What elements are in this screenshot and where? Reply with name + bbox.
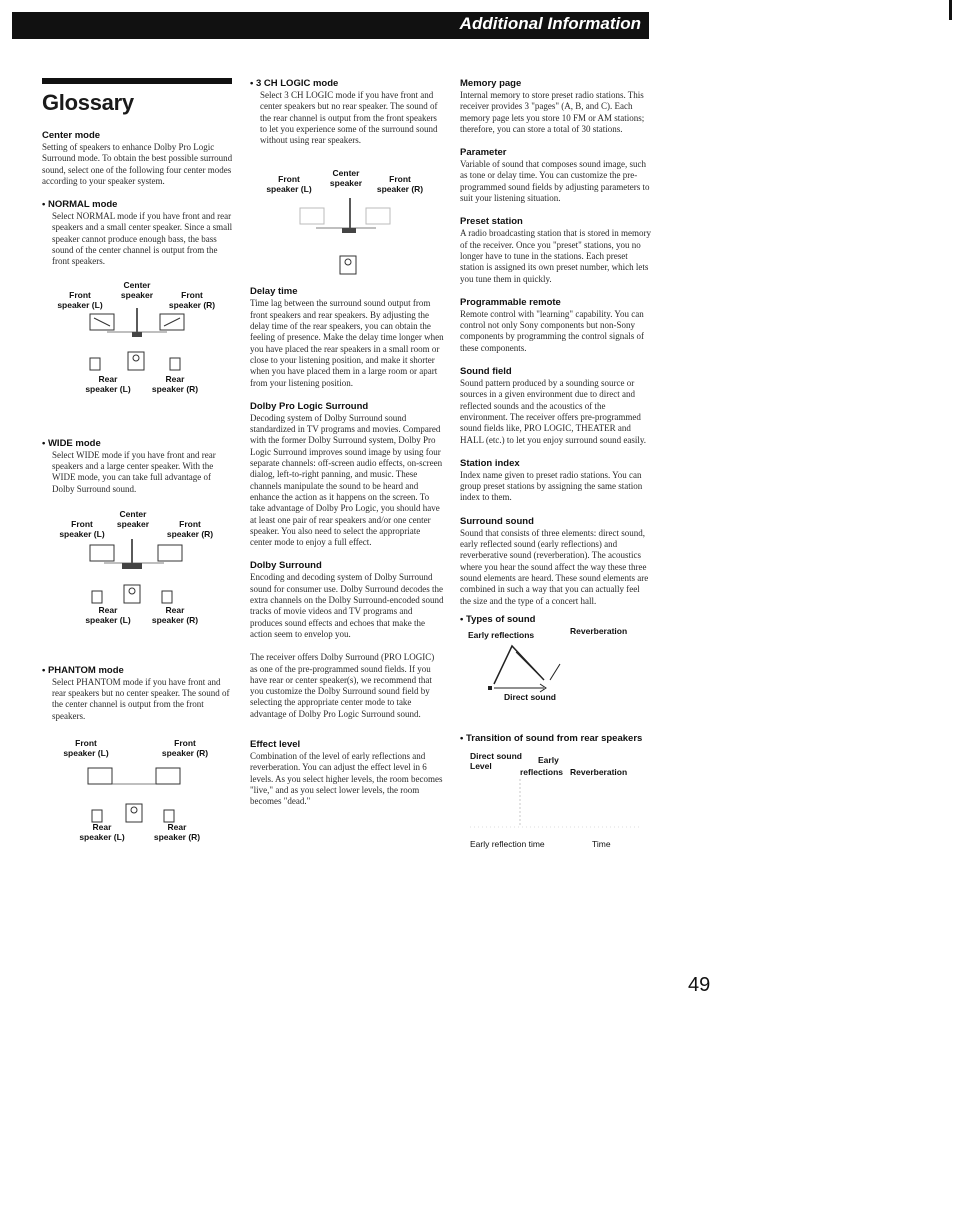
def-preset-station: A radio broadcasting station that is stored in memory of the receiver. Once you "preset" stations, you no longer have to tune in the stations. Each preset station is assigned its own preset number, which lets you tune them in quickly. [460, 228, 651, 284]
term-transition: • Transition of sound from rear speakers [460, 733, 652, 744]
title-rule [42, 78, 232, 84]
phantom-mode-diagram [42, 722, 234, 872]
label-early-reflections: Early reflections [468, 629, 535, 640]
speaker-layout-icon [42, 539, 232, 649]
label-level: Level [470, 760, 492, 771]
def-phantom-mode: Select PHANTOM mode if you have front and rear speakers but no center speaker. The sound of the center channel is output from the front speakers. [52, 676, 230, 721]
label-center-speaker: speaker [116, 518, 150, 529]
types-of-sound-diagram [460, 626, 652, 721]
def-programmable-remote: Remote control with "learning" capability. You can control not only Sony components but non-Sony components by programming the control signals of these components. [460, 308, 644, 353]
section-banner [12, 12, 649, 39]
page-number: 49 [688, 974, 711, 996]
def-dolby-pro-logic: Decoding system of Dolby Surround sound standardized in TV programs and movies. Compared with the former Dolby Surround system, Dolby Pro Logic Surround improves sound image by using four separate channels: off-screen audio effects, on-screen dialog, left-to-right panning, and music. These channels manipulate the sound to be heard and enhance the action as it happens on the screen. To take advantage of Dolby Pro Logic, you should have at least one pair of rear speakers and/or one center speaker. You also need to select the appropriate center mode to enjoy a full effect. [250, 412, 443, 548]
def-effect-level: Combination of the level of early reflections and reverberation. You can adjust the effect level in 6 levels. As you select higher levels, the room becomes "live," and as you select lower levels, the room becomes "dead." [250, 750, 443, 807]
label-front-r: Front [181, 289, 203, 300]
label-front-r-2: speaker (R) [166, 528, 214, 539]
speaker-layout-icon [250, 198, 440, 288]
term-memory-page: Memory page [460, 78, 522, 89]
def-parameter: Variable of sound that composes sound image, such as tone or delay time. You can customize the pre-programmed sound fields by adjusting parameters to suit your listening situation. [460, 159, 650, 204]
label-early-reflection-time: Early reflection time [470, 838, 545, 849]
term-dolby-pro-logic: Dolby Pro Logic Surround [250, 400, 369, 412]
column-1 [42, 78, 234, 872]
term-delay-time: Delay time [250, 286, 298, 298]
transition-diagram [460, 745, 652, 855]
label-front-r: Front [389, 174, 411, 185]
label-front-l: Front [278, 174, 300, 185]
def-wide-mode: Select WIDE mode if you have front and rear speakers and a large center speaker. With the WIDE mode, you can take full advantage of Dolby Surround sound. [52, 449, 216, 494]
label-early-2: reflections [520, 766, 563, 777]
label-rear-r: Rear [165, 604, 185, 615]
label-rear-r-2: speaker (R) [153, 832, 201, 843]
section-title: Additional Information [459, 14, 641, 33]
term-station-index: Station index [460, 457, 520, 469]
term-normal-mode: • NORMAL mode [42, 199, 234, 210]
label-center-speaker: speaker [120, 289, 154, 300]
label-rear-l: Rear [98, 604, 118, 615]
def-station-index: Index name given to preset radio stations. You can group preset stations by assigning the same station index to them. [460, 469, 643, 503]
term-phantom-mode: • PHANTOM mode [42, 665, 234, 676]
def-memory-page: Internal memory to store preset radio stations. This receiver provides 3 "pages" (A, B, and C). Each memory page lets you store 10 FM or AM stations; therefore, you can store a total of 30 stations. [460, 90, 645, 134]
label-rear-l-2: speaker (L) [85, 383, 131, 394]
label-direct-sound: Direct sound [504, 691, 556, 702]
label-front-l-2: speaker (L) [63, 748, 109, 759]
label-front-r-2: speaker (R) [376, 184, 424, 195]
label-rear-l: Rear [98, 373, 118, 384]
term-wide-mode: • WIDE mode [42, 438, 234, 449]
transition-graph-icon [460, 779, 660, 839]
def-center-mode: Setting of speakers to enhance Dolby Pro Logic Surround mode. To obtain the best possible surround sound, select one of the following four center modes according to your speaker system. [42, 142, 233, 186]
term-preset-station: Preset station [460, 216, 523, 228]
label-front-r: Front [179, 518, 201, 529]
term-effect-level: Effect level [250, 738, 301, 750]
label-front-l: Front [69, 289, 91, 300]
label-direct: Direct sound [470, 750, 522, 761]
speaker-layout-icon [42, 308, 232, 428]
label-time: Time [592, 838, 611, 849]
term-3ch-logic: • 3 CH LOGIC mode [250, 78, 444, 89]
def-surround-sound: Sound that consists of three elements: direct sound, early reflected sound (early reflections) and reverberative sound (reverberation). The acoustics where you hear the sound affect the way these three sound elements are heard. These sound elements are combined in such a way that you can actually feel the size and the type of a concert hall. [460, 527, 649, 606]
label-rear-r: Rear [165, 373, 185, 384]
label-front-l: Front [71, 518, 93, 529]
label-front-l: Front [75, 738, 97, 749]
def-sound-field: Sound pattern produced by a sounding source or sources in a given environment due to direct and reflected sounds and the acoustics of the environment. The receiver offers pre-programmed sound fields like, PRO LOGIC, THEATER and HALL (etc.) to let you enjoy surround sound easily. [460, 378, 647, 445]
label-rear-r: Rear [167, 822, 187, 833]
label-rear-l-2: speaker (L) [85, 614, 131, 625]
term-programmable-remote: Programmable remote [460, 296, 561, 308]
label-center: Center [123, 279, 151, 290]
label-rear-r-2: speaker (R) [151, 383, 199, 394]
label-rear-l: Rear [92, 822, 112, 833]
term-surround-sound: Surround sound [460, 515, 534, 527]
term-types-of-sound: • Types of sound [460, 614, 652, 625]
wide-mode-diagram [42, 495, 234, 665]
def-normal-mode: Select NORMAL mode if you have front and rear speakers and a small center speaker. Since a small speaker cannot produce enough bass, the bass sound of the center channel is output from the front speakers. [52, 211, 233, 267]
term-sound-field: Sound field [460, 366, 512, 378]
term-parameter: Parameter [460, 147, 507, 159]
label-front-l-2: speaker (L) [57, 299, 103, 310]
def-3ch-logic: Select 3 CH LOGIC mode if you have front and center speakers but no rear speaker. The sound of the rear channel is output from the front speakers to let you experience some of the surround sound without using rear speakers. [260, 90, 438, 146]
label-rear-l-2: speaker (L) [79, 832, 125, 843]
label-front-r-2: speaker (R) [168, 299, 216, 310]
label-front-r: Front [174, 738, 196, 749]
edge-mark [949, 0, 952, 20]
label-rear-r-2: speaker (R) [151, 614, 199, 625]
column-2 [250, 78, 444, 807]
3ch-mode-diagram [250, 146, 444, 286]
def-dolby-surround-2: The receiver offers Dolby Surround (PRO LOGIC) as one of the pre-programmed sound fields. If you have rear or center speaker(s), we recommend that you customize the Dolby Surround sound field by selecting the appropriate center mode to take advantage of Dolby Pro Logic Surround sound. [250, 652, 435, 719]
term-dolby-surround: Dolby Surround [250, 560, 322, 572]
label-center: Center [119, 508, 147, 519]
label-center: Center [332, 168, 360, 179]
normal-mode-diagram [42, 268, 234, 438]
page-title: Glossary [42, 90, 134, 115]
label-front-r-2: speaker (R) [161, 748, 209, 759]
label-center-speaker: speaker [329, 178, 363, 189]
def-dolby-surround: Encoding and decoding system of Dolby Surround sound for consumer use. Dolby Surround decodes the extra channels on the Dolby Surround-encoded sound tracks of movie videos and TV programs and produces sound effects and echoes that make the action seem to envelop you. [250, 572, 444, 639]
column-3 [460, 78, 652, 855]
label-front-l-2: speaker (L) [59, 528, 105, 539]
term-center-mode: Center mode [42, 130, 101, 141]
label-early: Early [538, 754, 559, 765]
label-reverb: Reverberation [570, 766, 628, 777]
def-delay-time: Time lag between the surround sound output from front speakers and rear speakers. By adjusting the delay time of the rear speakers, you can obtain the feeling of presence. Make the delay time longer when you have placed the rear speakers in a small room or close to your listening position, and make it shorter when you have placed them in a large room or apart from your listening position. [250, 298, 444, 388]
label-front-l-2: speaker (L) [266, 184, 312, 195]
label-direct-sound-level [470, 751, 522, 771]
label-reverberation: Reverberation [570, 625, 628, 636]
